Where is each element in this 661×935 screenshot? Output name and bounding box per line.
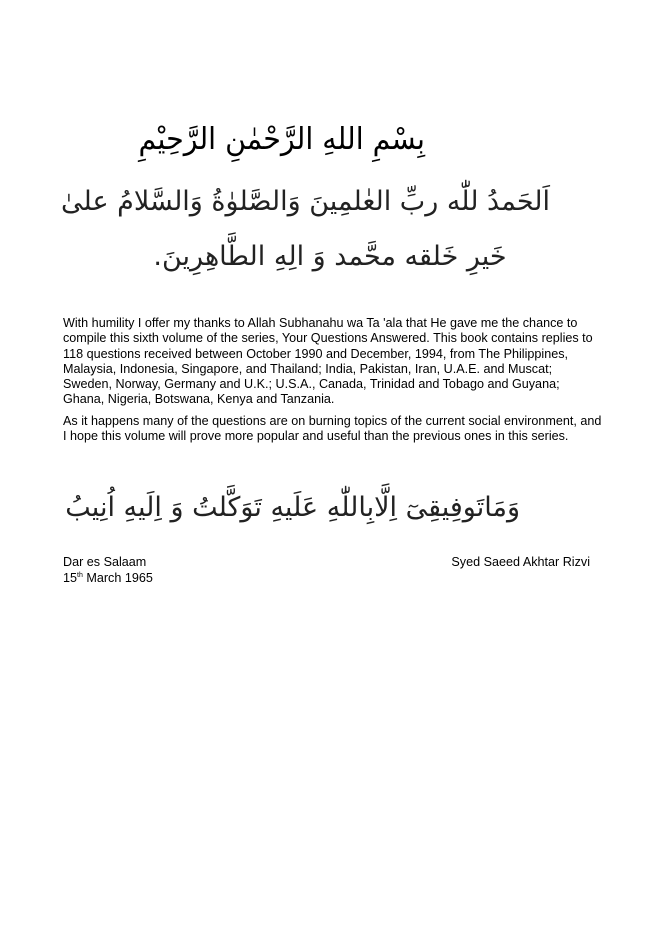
date-day: 15 — [63, 570, 78, 585]
signature-date — [63, 571, 153, 587]
acknowledgement-paragraph: With humility I offer my thanks to Allah Subhanahu wa Ta 'ala that He gave me the chance to compile this sixth volume of the series, Your Questions Answered. This book contains replies to 118 questions received between October 1990 and December, 1994, from The Philippines, Malaysia, Indonesia, Singapore, and Thailand; India, Pakistan, Iran, U.A.E. and Muscat; Sweden, Norway, Germany and U.K.; U.S.A., Canada, Trinidad and Tobago and Guyana; Ghana, Nigeria, Botswana, Kenya and Tanzania. — [63, 316, 593, 407]
signature-author: Syed Saeed Akhtar Rizvi — [451, 555, 590, 569]
bismillah-calligraphy: بِسْمِ اللهِ الرَّحْمٰنِ الرَّحِيْمِ — [138, 122, 425, 157]
date-rest: March 1965 — [82, 570, 153, 585]
closing-verse: وَمَاتَوفِيقِىٓ اِلَّابِاللّٰهِ عَلَيهِ تَوَكَّلتُ وَ اِلَيهِ اُنِيبُ — [65, 492, 520, 523]
purpose-paragraph: As it happens many of the questions are on burning topics of the current social environment, and I hope this volume will prove more popular and useful than the previous ones in this series. — [63, 414, 602, 444]
signature-place-date — [63, 555, 153, 586]
date-suffix: th — [77, 571, 83, 579]
invocation-line-1: اَلحَمدُ للّٰه ربِّ العٰلمِينَ وَالصَّلوٰةُ وَالسَّلامُ علىٰ — [61, 186, 550, 217]
invocation-line-2: خَيرِ خَلقه محَّمد وَ الِهِ الطَّاهِرِينَ. — [153, 241, 507, 272]
signature-place: Dar es Salaam — [63, 555, 147, 569]
